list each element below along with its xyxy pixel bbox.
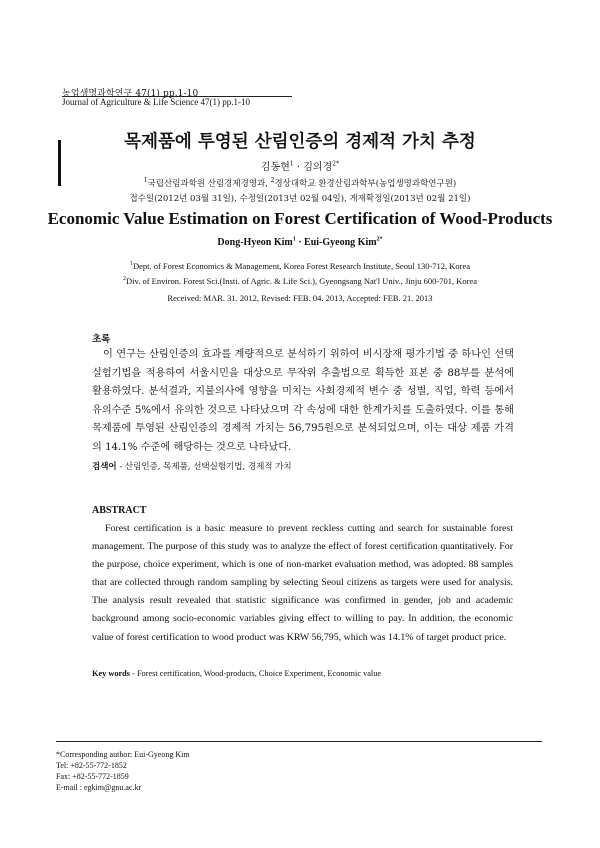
authors-english (0, 237, 600, 248)
affiliation-superscript: 1 (143, 177, 148, 185)
keywords-label: 검색어 (92, 462, 117, 472)
journal-header-english: Journal of Agriculture & Life Science 47(1) pp.1-10 (62, 97, 250, 107)
affiliation-korean (0, 177, 600, 189)
author-superscript: 2* (332, 160, 340, 168)
author-name: Dong-Hyeon Kim (217, 237, 293, 248)
footnote-rule (56, 741, 542, 742)
affiliation-text: Div. of Environ. Forest Sci.(Insti. of Agric. & Life Sci.), Gyeongsang Nat'l Univ., Jinju 600-701, Korea (126, 276, 477, 286)
paper-title-korean: 목제품에 투영된 산림인증의 경제적 가치 추정 (124, 132, 476, 152)
author-superscript: 1 (289, 160, 294, 168)
affiliation-superscript: 1 (129, 261, 133, 268)
author-superscript: 1 (292, 236, 296, 243)
abstract-body-english: Forest certification is a basic measure to prevent reckless cutting and search for sustainable forest management. The purpose of this study was to analyze the effect of forest certification quantitatively. For the purpose, choice experiment, which is one of non-market evaluation method, was adopted. 88 samples that are collected through random sampling by selecting Seoul citizens as targets were used for analysis. The analysis result revealed that statistic significance was confirmed in gender, job and academic background among socio-economic variables giving effect to willing to pay. In addition, the economic value of forest certification to wood product was KRW 56,795, which was 14.1% of target product price. (92, 523, 513, 643)
author-name: 김동현 (260, 162, 290, 173)
authors-korean (0, 158, 600, 173)
affiliation-superscript: 2 (123, 276, 126, 283)
keywords-text: - 산림인증, 목제품, 선택실험기법, 경제적 가치 (116, 462, 292, 472)
author-separator: · (295, 237, 305, 248)
affiliation-text: Dept. of Forest Economics & Management, Korea Forest Research Institute, Seoul 130-712, Korea (132, 261, 471, 271)
affiliation-superscript: 2 (270, 177, 275, 185)
author-name: Eui-Gyeong Kim (304, 237, 377, 248)
footnote-tel: Tel: +82-55-772-1852 (56, 761, 127, 770)
paper-title-english: Economic Value Estimation on Forest Certification of Wood-Products (47, 209, 553, 228)
dates-korean: 접수일(2012년 03월 31일), 수정일(2013년 02월 04일), 게재확정일(2013년 02월 21일) (129, 194, 471, 204)
affiliation-english-2 (0, 276, 600, 286)
journal-header-korean: 농업생명과학연구 47(1) pp.1-10 (62, 89, 199, 99)
affiliation-text: 경상대학교 환경산림과학부(농업생명과학연구원) (274, 179, 457, 189)
abstract-body-korean: 이 연구는 산림인증의 효과를 계량적으로 분석하기 위하여 비시장재 평가기법 중 하나인 선택실험기법을 적용하여 서울시민을 대상으로 무작위 추출법으로 획득한 표본 중 88부를 분석에 활용하였다. 분석결과, 지불의사에 영향을 미치는 사회경제적 변수 중 성별, 직업, 학력 등에서 유의수준 5%에서 유의한 것으로 나타났으며 각 속성에 대한 한계가치를 도출하였다. 이를 통해 목제품에 투영된 산림인증의 경제적 가치는 56,795원으로 분석되었으며, 이는 대상 제품 가격의 14.1% 수준에 해당하는 것으로 나타났다. (92, 349, 514, 453)
abstract-heading-english: ABSTRACT (92, 505, 147, 516)
affiliation-text: 국립산림과학원 산림경제경영과, (147, 179, 271, 189)
author-separator: · (293, 162, 304, 173)
footnote-email: E-mail : egkim@gnu.ac.kr (56, 783, 142, 792)
author-name: 김의경 (303, 162, 333, 173)
keywords-label: Key words (92, 669, 131, 678)
affiliation-english-1 (0, 261, 600, 271)
keywords-korean (92, 460, 292, 472)
abstract-heading-korean: 초록 (92, 334, 111, 345)
dates-english: Received: MAR. 31. 2012, Revised: FEB. 04. 2013, Accepted: FEB. 21. 2013 (167, 293, 433, 303)
author-superscript: 2* (376, 236, 383, 243)
footnote-fax: Fax: +82-55-772-1859 (56, 772, 129, 781)
footnote-corresponding-author: *Corresponding author: Eui-Gyeong Kim (56, 750, 190, 759)
keywords-english (92, 669, 381, 678)
keywords-text: - Forest certification, Wood-products, Choice Experiment, Economic value (130, 669, 382, 678)
